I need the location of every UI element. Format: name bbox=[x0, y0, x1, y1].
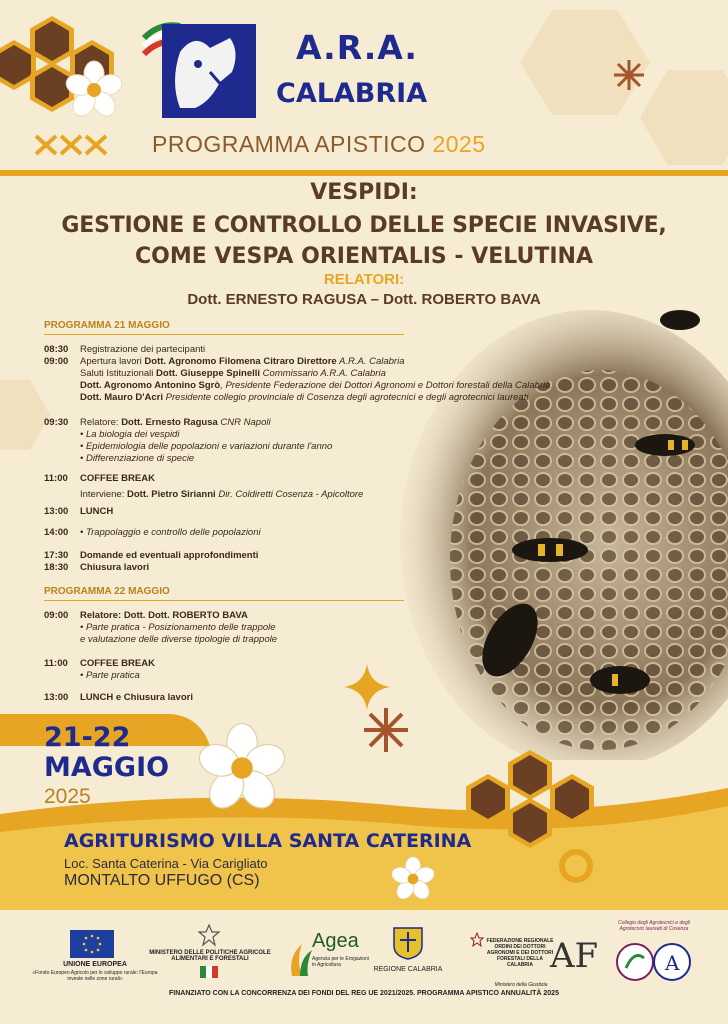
row-text-part: Interviene: bbox=[80, 489, 127, 500]
funding-note: FINANZIATO CON LA CONCORRENZA DEI FONDI DEL REG UE 2021/2025. PROGRAMMA APISTICO ANNUALITÀ 2025 bbox=[169, 990, 559, 997]
row-text-italic: Presidente collegio provinciale di Cosenza degli agrotecnici e degli agrotecnici laureati bbox=[163, 392, 529, 403]
row-text: • Parte pratica bbox=[80, 670, 140, 681]
program-label: PROGRAMMA APISTICO bbox=[152, 131, 426, 157]
row-text-bold: Dott. Agronomo Antonino Sgrò bbox=[80, 380, 221, 391]
row-text-part: Apertura lavori bbox=[80, 356, 145, 367]
row-text-italic: Commissario A.R.A. Calabria bbox=[260, 368, 386, 379]
speakers-label: RELATORI: bbox=[323, 271, 405, 288]
row-text: COFFEE BREAK bbox=[80, 473, 155, 484]
event-year: 2025 bbox=[44, 785, 91, 808]
row-time: 13:00 bbox=[44, 506, 69, 517]
row-text bbox=[80, 417, 271, 429]
program-title bbox=[152, 131, 486, 158]
venue-address: Loc. Santa Caterina - Via Carigliato bbox=[64, 856, 268, 871]
row-text-bold: Dott. Pietro Sirianni bbox=[127, 489, 216, 500]
row-time: 09:00 bbox=[44, 356, 69, 367]
row-text bbox=[80, 356, 404, 368]
event-title-line3: COME VESPA ORIENTALIS - VELUTINA bbox=[135, 244, 593, 269]
row-text-italic: A.R.A. Calabria bbox=[336, 356, 405, 367]
row-text: COFFEE BREAK bbox=[80, 658, 155, 669]
ornament-icon bbox=[34, 134, 108, 156]
row-text: e valutazione delle diverse tipologie di trappole bbox=[80, 634, 277, 645]
flower-icon bbox=[64, 60, 124, 120]
row-text: • Trappolaggio e controllo delle popolazioni bbox=[80, 527, 261, 538]
af-logo: AF bbox=[550, 936, 599, 976]
event-title-line1: VESPIDI: bbox=[310, 180, 418, 205]
day2-divider bbox=[44, 600, 404, 601]
row-time: 11:00 bbox=[44, 473, 68, 484]
row-text-bold: Dott. Agronomo Filomena Citraro Direttore bbox=[144, 356, 337, 367]
agea-sub-label: Agenzia per le Erogazioni in Agricoltura bbox=[312, 956, 369, 968]
row-time: 11:00 bbox=[44, 658, 68, 669]
row-text: • Parte pratica - Posizionamento delle trappole bbox=[80, 622, 276, 633]
row-text-italic: CNR Napoli bbox=[217, 417, 271, 428]
eu-label: UNIONE EUROPEA bbox=[63, 961, 127, 968]
row-text: LUNCH e Chiusura lavori bbox=[80, 692, 193, 703]
row-text-part: Saluti Istituzionali bbox=[80, 368, 157, 379]
header-divider bbox=[0, 170, 728, 176]
row-text-italic: , Presidente Federazione dei Dottori Agronomi e Dottori forestali della Calabria bbox=[220, 380, 551, 391]
row-text-bold: Dott. Mauro D'Acri bbox=[80, 392, 164, 403]
org-name-line1: A.R.A. bbox=[296, 28, 418, 67]
ministry-label: MINISTERO DELLE POLITICHE AGRICOLE ALIMENTARI E FORESTALI bbox=[149, 950, 271, 962]
ministero-giustizia-label: Ministero della Giustizia bbox=[494, 982, 548, 988]
row-text: Registrazione dei partecipanti bbox=[80, 344, 206, 355]
regione-label: REGIONE CALABRIA bbox=[373, 966, 443, 973]
background-hexagon bbox=[0, 380, 50, 450]
footer-logos bbox=[0, 910, 728, 1024]
event-title-line2: GESTIONE E CONTROLLO DELLE SPECIE INVASIVE, bbox=[61, 213, 667, 238]
event-dates: 21-22 bbox=[44, 722, 131, 753]
venue-name: AGRITURISMO VILLA SANTA CATERINA bbox=[64, 830, 472, 852]
sparkle-icon bbox=[344, 664, 390, 710]
row-text: • La biologia dei vespidi bbox=[80, 429, 180, 440]
eu-flag-icon bbox=[70, 930, 114, 958]
day1-divider bbox=[44, 334, 404, 335]
agea-label: Agea bbox=[312, 930, 359, 952]
row-time: 17:30 bbox=[44, 550, 69, 561]
flower-icon bbox=[196, 722, 288, 814]
regione-calabria-emblem-icon bbox=[392, 926, 424, 960]
italy-flag-icon bbox=[200, 966, 218, 978]
row-text: Domande ed eventuali approfondimenti bbox=[80, 550, 259, 561]
program-year: 2025 bbox=[432, 131, 486, 157]
row-text: • Differenziazione di specie bbox=[80, 453, 195, 464]
federazione-label: FEDERAZIONE REGIONALE ORDINI DEI DOTTORI AGRONOMI E DEI DOTTORI FORESTALI DELLA CALABRIA bbox=[486, 938, 554, 968]
row-time: 09:30 bbox=[44, 417, 69, 428]
row-text: Relatore: Dott. Dott. ROBERTO BAVA bbox=[80, 610, 248, 621]
day2-heading: PROGRAMMA 22 MAGGIO bbox=[44, 586, 170, 597]
collegio-logo-icon bbox=[610, 924, 698, 986]
row-text-bold: Dott. Ernesto Ragusa bbox=[121, 417, 218, 428]
italy-emblem-icon bbox=[470, 932, 484, 948]
ring-icon bbox=[556, 846, 596, 886]
event-month: MAGGIO bbox=[44, 752, 170, 783]
row-time: 18:30 bbox=[44, 562, 69, 573]
row-text bbox=[80, 392, 528, 404]
day1-heading: PROGRAMMA 21 MAGGIO bbox=[44, 320, 170, 331]
wasp-nest-image bbox=[400, 300, 728, 760]
row-time: 08:30 bbox=[44, 344, 69, 355]
row-text: LUNCH bbox=[80, 506, 114, 517]
row-text bbox=[80, 368, 386, 380]
svg-text:A: A bbox=[665, 951, 680, 975]
row-time: 14:00 bbox=[44, 527, 69, 538]
row-time: 09:00 bbox=[44, 610, 69, 621]
asterisk-icon bbox=[612, 58, 646, 92]
row-text-part: Relatore: bbox=[80, 417, 122, 428]
italy-emblem-icon bbox=[198, 924, 220, 948]
org-name-line2: CALABRIA bbox=[276, 78, 428, 109]
row-time: 13:00 bbox=[44, 692, 69, 703]
flower-icon bbox=[390, 856, 436, 902]
collegio-label: Collegio degli Agrotecnici e degli Agrotecnici laureati di Cosenza bbox=[617, 920, 691, 932]
row-text: • Epidemiologia delle popolazioni e variazioni durante l'anno bbox=[80, 441, 333, 452]
ara-logo-icon bbox=[140, 12, 260, 122]
row-text-bold: Dott. Giuseppe Spinelli bbox=[156, 368, 261, 379]
eu-sub-label: «Fondo Europeo Agricolo per lo sviluppo rurale: l'Europa investe nelle zone rurali» bbox=[32, 970, 158, 982]
row-text bbox=[80, 380, 550, 392]
row-text-italic: Dir. Coldiretti Cosenza - Apicoltore bbox=[215, 489, 364, 500]
row-text: Chiusura lavori bbox=[80, 562, 150, 573]
speakers-names: Dott. ERNESTO RAGUSA – Dott. ROBERTO BAVA bbox=[187, 291, 541, 308]
agea-logo-icon bbox=[288, 940, 314, 980]
background-hexagon bbox=[640, 70, 728, 165]
venue-city: MONTALTO UFFUGO (CS) bbox=[64, 872, 260, 889]
row-text bbox=[80, 489, 363, 501]
